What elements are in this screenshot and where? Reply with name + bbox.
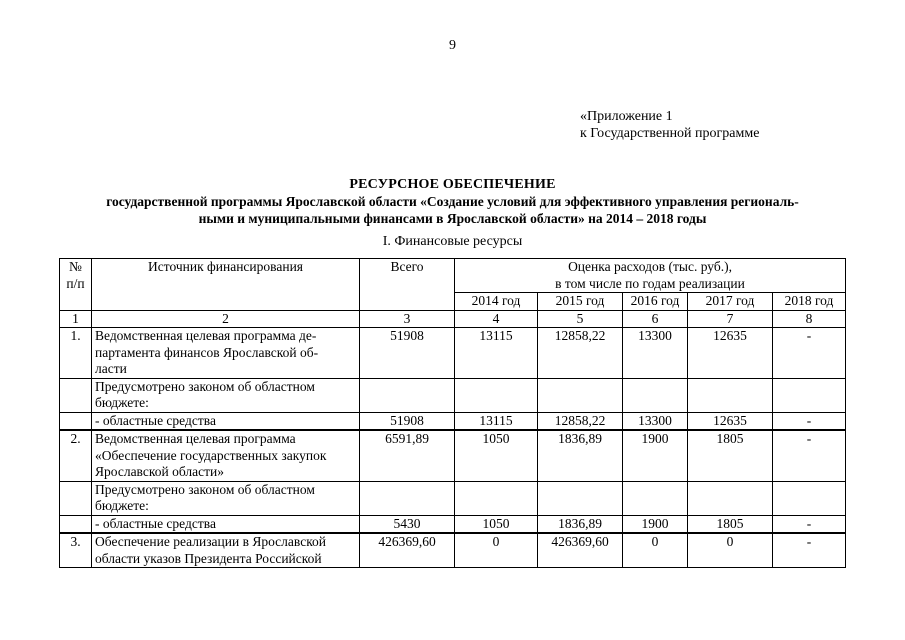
row-y2016: 13300 <box>623 328 688 379</box>
document-heading <box>40 176 865 227</box>
row-y2018: - <box>773 328 846 379</box>
col-number: 3 <box>360 310 455 328</box>
row-y2014: 13115 <box>455 328 538 379</box>
row-y2016 <box>623 378 688 412</box>
row-total <box>360 481 455 515</box>
row-source <box>92 412 360 430</box>
row-y2015: 12858,22 <box>538 328 623 379</box>
row-num: 1. <box>60 328 92 379</box>
row-total: 6591,89 <box>360 430 455 481</box>
row-y2016: 1900 <box>623 515 688 533</box>
row-y2014: 1050 <box>455 430 538 481</box>
header-year-2016: 2016 год <box>623 293 688 311</box>
row-y2016: 1900 <box>623 430 688 481</box>
table-row <box>60 378 846 412</box>
header-year-2017: 2017 год <box>688 293 773 311</box>
row-num <box>60 515 92 533</box>
heading-line-2: государственной программы Ярославской области «Создание условий для эффективного управления региональ- <box>106 194 799 209</box>
row-num: 3. <box>60 533 92 568</box>
header-year-2014: 2014 год <box>455 293 538 311</box>
col-number: 4 <box>455 310 538 328</box>
row-y2018: - <box>773 430 846 481</box>
row-source-line: ласти <box>95 361 127 376</box>
header-estimate-line-1: Оценка расходов (тыс. руб.), <box>568 259 732 274</box>
row-source-line: Ведомственная целевая программа <box>95 431 296 446</box>
row-y2015: 1836,89 <box>538 515 623 533</box>
row-y2015 <box>538 378 623 412</box>
header-num-line-1: № <box>69 259 82 274</box>
row-y2017 <box>688 481 773 515</box>
column-number-row <box>60 310 846 328</box>
page-number: 9 <box>449 38 456 53</box>
col-number: 6 <box>623 310 688 328</box>
row-y2017: 12635 <box>688 328 773 379</box>
row-num: 2. <box>60 430 92 481</box>
row-source <box>92 515 360 533</box>
row-source-line: «Обеспечение государственных закупок <box>95 447 327 463</box>
row-source-line: Предусмотрено законом об областном <box>95 378 315 394</box>
row-y2017: 12635 <box>688 412 773 430</box>
row-total: 5430 <box>360 515 455 533</box>
row-y2018 <box>773 481 846 515</box>
col-number: 2 <box>92 310 360 328</box>
row-num <box>60 412 92 430</box>
resources-table <box>59 258 846 568</box>
row-source-line: Ведомственная целевая программа де- <box>95 328 317 343</box>
row-y2014: 13115 <box>455 412 538 430</box>
row-source-line: области указов Президента Российской <box>95 550 322 566</box>
row-y2014 <box>455 481 538 515</box>
header-total: Всего <box>360 259 455 311</box>
header-num-line-2: п/п <box>66 275 85 291</box>
row-source-line: партамента финансов Ярославской об- <box>95 344 319 360</box>
row-source-line: Ярославской области» <box>95 464 224 479</box>
row-y2018 <box>773 378 846 412</box>
row-y2015: 1836,89 <box>538 430 623 481</box>
row-num <box>60 481 92 515</box>
row-y2015: 12858,22 <box>538 412 623 430</box>
row-source-line: Обеспечение реализации в Ярославской <box>95 534 327 549</box>
header-year-2015: 2015 год <box>538 293 623 311</box>
row-total: 51908 <box>360 412 455 430</box>
row-num <box>60 378 92 412</box>
header-row-1 <box>60 259 846 293</box>
row-y2017: 1805 <box>688 430 773 481</box>
row-source <box>92 533 360 568</box>
row-source-line: Предусмотрено законом об областном <box>95 481 315 497</box>
appendix-line-2: к Государственной программе <box>580 126 760 141</box>
appendix-note <box>580 108 759 142</box>
header-estimate-line-2: в том числе по годам реализации <box>555 275 745 291</box>
row-y2016: 13300 <box>623 412 688 430</box>
header-year-2018: 2018 год <box>773 293 846 311</box>
row-y2017: 0 <box>688 533 773 568</box>
row-y2016 <box>623 481 688 515</box>
row-y2017 <box>688 378 773 412</box>
row-y2014: 1050 <box>455 515 538 533</box>
row-total <box>360 378 455 412</box>
heading-line-3: ными и муниципальными финансами в Ярославской области» на 2014 – 2018 годы <box>198 211 707 226</box>
header-source: Источник финансирования <box>92 259 360 311</box>
row-y2016: 0 <box>623 533 688 568</box>
row-y2017: 1805 <box>688 515 773 533</box>
row-y2014: 0 <box>455 533 538 568</box>
row-source-line: бюджете: <box>95 395 149 410</box>
header-estimate <box>455 259 846 293</box>
table-row <box>60 412 846 430</box>
table-row <box>60 481 846 515</box>
row-total: 51908 <box>360 328 455 379</box>
row-y2014 <box>455 378 538 412</box>
row-y2018: - <box>773 515 846 533</box>
header-num <box>60 259 92 311</box>
row-y2015: 426369,60 <box>538 533 623 568</box>
table-row <box>60 515 846 533</box>
appendix-line-1: «Приложение 1 <box>580 109 673 124</box>
table-row <box>60 430 846 481</box>
col-number: 1 <box>60 310 92 328</box>
heading-title: РЕСУРСНОЕ ОБЕСПЕЧЕНИЕ <box>349 177 556 192</box>
col-number: 8 <box>773 310 846 328</box>
col-number: 7 <box>688 310 773 328</box>
row-source-line: - областные средства <box>95 515 216 531</box>
row-source-line: бюджете: <box>95 498 149 513</box>
table-body <box>60 328 846 568</box>
col-number: 5 <box>538 310 623 328</box>
row-source <box>92 328 360 379</box>
row-y2018: - <box>773 412 846 430</box>
table-row <box>60 328 846 379</box>
table-row <box>60 533 846 568</box>
row-y2015 <box>538 481 623 515</box>
row-source <box>92 378 360 412</box>
row-source <box>92 430 360 481</box>
row-total: 426369,60 <box>360 533 455 568</box>
row-y2018: - <box>773 533 846 568</box>
row-source-line: - областные средства <box>95 412 216 428</box>
row-source <box>92 481 360 515</box>
section-title: I. Финансовые ресурсы <box>382 234 523 249</box>
